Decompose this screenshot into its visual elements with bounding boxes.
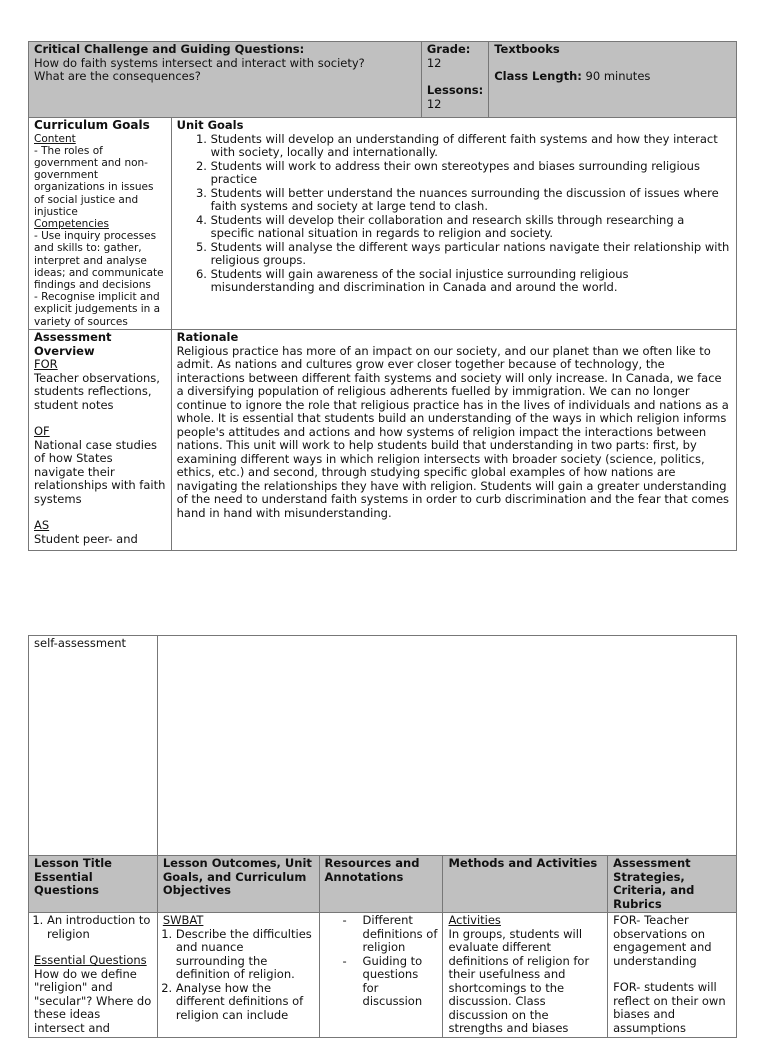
header-resources: Resources and Annotations xyxy=(319,856,443,913)
outcomes-list xyxy=(163,928,314,1023)
assessment-continued-cell xyxy=(29,636,158,856)
class-length-value: 90 minutes xyxy=(581,68,651,83)
unit-goal-item: 3. Students will better understand the nuances surrounding the discussion of issues where faith systems and society at large tend to clash. xyxy=(211,187,731,214)
activities-cell xyxy=(443,913,608,1038)
outcome-item: 1. Describe the difficulties and nuance surrounding the definition of religion. xyxy=(176,928,314,982)
critical-challenge-label: Critical Challenge and Guiding Questions: xyxy=(34,42,305,56)
content-label: Content xyxy=(34,132,76,145)
critical-challenge-cell xyxy=(29,42,422,118)
grade-label: Grade: xyxy=(426,42,471,56)
guiding-question-2: What are the consequences? xyxy=(34,69,201,83)
unit-goals-cell xyxy=(171,118,736,330)
resource-item: - Different definitions of religion xyxy=(363,914,438,955)
assessment-overview-title: Assessment Overview xyxy=(34,330,112,358)
lesson-outcomes-cell xyxy=(157,913,319,1038)
textbooks-cell xyxy=(489,42,737,118)
competencies-label: Competencies xyxy=(34,217,109,230)
of-text: National case studies of how States navigate their relationships with faith systems xyxy=(34,437,166,506)
unit-goal-item: 5. Students will analyse the different ways particular nations navigate their relationship with religious groups. xyxy=(211,241,731,268)
resources-cell xyxy=(319,913,443,1038)
competencies-text-1: - Use inquiry processes and skills to: gather, interpret and analyse ideas; and communicate findings and decisions xyxy=(34,230,164,291)
assessment-strategy-1: FOR- Teacher observations on engagement and understanding xyxy=(613,913,712,968)
activities-label: Activities xyxy=(448,913,501,927)
of-label: OF xyxy=(34,424,50,438)
resource-item: - Guiding to questions for discussion xyxy=(363,955,438,1009)
essential-questions-label: Essential Questions xyxy=(34,953,147,967)
lesson-table xyxy=(28,635,737,1038)
header-lesson-outcomes: Lesson Outcomes, Unit Goals, and Curriculum Objectives xyxy=(157,856,319,913)
rationale-title: Rationale xyxy=(176,330,239,344)
essential-questions-text: How do we define "religion" and "secular"? Where do these ideas intersect and xyxy=(34,966,152,1035)
lessons-value: 12 xyxy=(426,96,442,111)
as-text: Student peer- and xyxy=(34,531,138,546)
header-methods: Methods and Activities xyxy=(443,856,608,913)
outcome-item: 2. Analyse how the different definitions of religion can include xyxy=(176,982,314,1023)
assessment-continued-text: self-assessment xyxy=(34,636,126,650)
resources-list xyxy=(325,914,438,1009)
rationale-continued-cell xyxy=(157,636,736,856)
unit-goal-item: 6. Students will gain awareness of the social injustice surrounding religious misunderstanding and discrimination in Canada and around the world. xyxy=(211,268,731,295)
lesson-title: 1. An introduction to religion xyxy=(47,914,152,941)
content-text: - The roles of government and non-government organizations in issues of social justice and injustice xyxy=(34,144,154,218)
activities-text: In groups, students will evaluate different definitions of religion for their usefulness and shortcomings to the discussion. Class discussion on the strengths and biases xyxy=(448,926,590,1035)
swbat-label: SWBAT xyxy=(162,913,204,927)
unit-goal-item: 4. Students will develop their collaboration and research skills through researching a specific national situation in regards to religion and society. xyxy=(211,214,731,241)
grade-lessons-cell xyxy=(421,42,488,118)
class-length xyxy=(494,70,731,84)
assessment-strategies-cell xyxy=(608,913,737,1038)
rationale-text: Religious practice has more of an impact on our society, and our planet than we often like to admit. As nations and cultures grow ever closer together because of technology, the interactions between different faith systems and society will only increase. In Canada, we face a diversifying population of religious adherents fuelled by immigration. We can no longer continue to ignore the role that religious practice has in the lives of individuals and nations as a whole. It is essential that students build an understanding of the ways in which religion informs people's attitudes and actions and how systems of religion impact the interactions between nations. This unit will work to help students build that understanding in two parts: first, by examining different ways in which religion intersects with broader society (science, politics, ethics, etc.) and second, through studying specific global examples of how nations are navigating the relationships they have with religion. Students will gain a greater understanding of the need to understand faith systems in order to curb discrimination and the fear that comes hand in hand with misunderstanding. xyxy=(176,343,730,520)
lesson-title-list xyxy=(34,914,152,941)
unit-goal-item: 1. Students will develop an understanding of different faith systems and how they interact with society, locally and internationally. xyxy=(211,133,731,160)
as-label: AS xyxy=(34,518,50,532)
curriculum-goals-title: Curriculum Goals xyxy=(34,118,150,132)
for-label: FOR xyxy=(34,357,58,371)
assessment-overview-cell xyxy=(29,330,172,551)
guiding-question-1: How do faith systems intersect and interact with society? xyxy=(34,55,365,70)
assessment-strategy-2: FOR- students will reflect on their own biases and assumptions xyxy=(613,980,726,1035)
lesson-title-cell xyxy=(29,913,158,1038)
unit-goals-title: Unit Goals xyxy=(176,118,244,132)
header-lesson-title: Lesson Title Essential Questions xyxy=(29,856,158,913)
header-assessment: Assessment Strategies, Criteria, and Rubrics xyxy=(608,856,737,913)
curriculum-goals-cell xyxy=(29,118,172,330)
class-length-label: Class Length: xyxy=(494,68,582,83)
for-text: Teacher observations, students reflections, student notes xyxy=(34,370,160,412)
unit-goal-item: 2. Students will work to address their own stereotypes and biases surrounding religious practice xyxy=(211,160,731,187)
lessons-label: Lessons: xyxy=(426,83,484,97)
unit-plan-table xyxy=(28,41,737,551)
rationale-cell xyxy=(171,330,736,551)
unit-goals-list xyxy=(177,133,731,295)
competencies-text-2: - Recognise implicit and explicit judgements in a variety of sources xyxy=(34,291,161,328)
textbooks-label: Textbooks xyxy=(494,42,560,56)
grade-value: 12 xyxy=(426,55,442,70)
